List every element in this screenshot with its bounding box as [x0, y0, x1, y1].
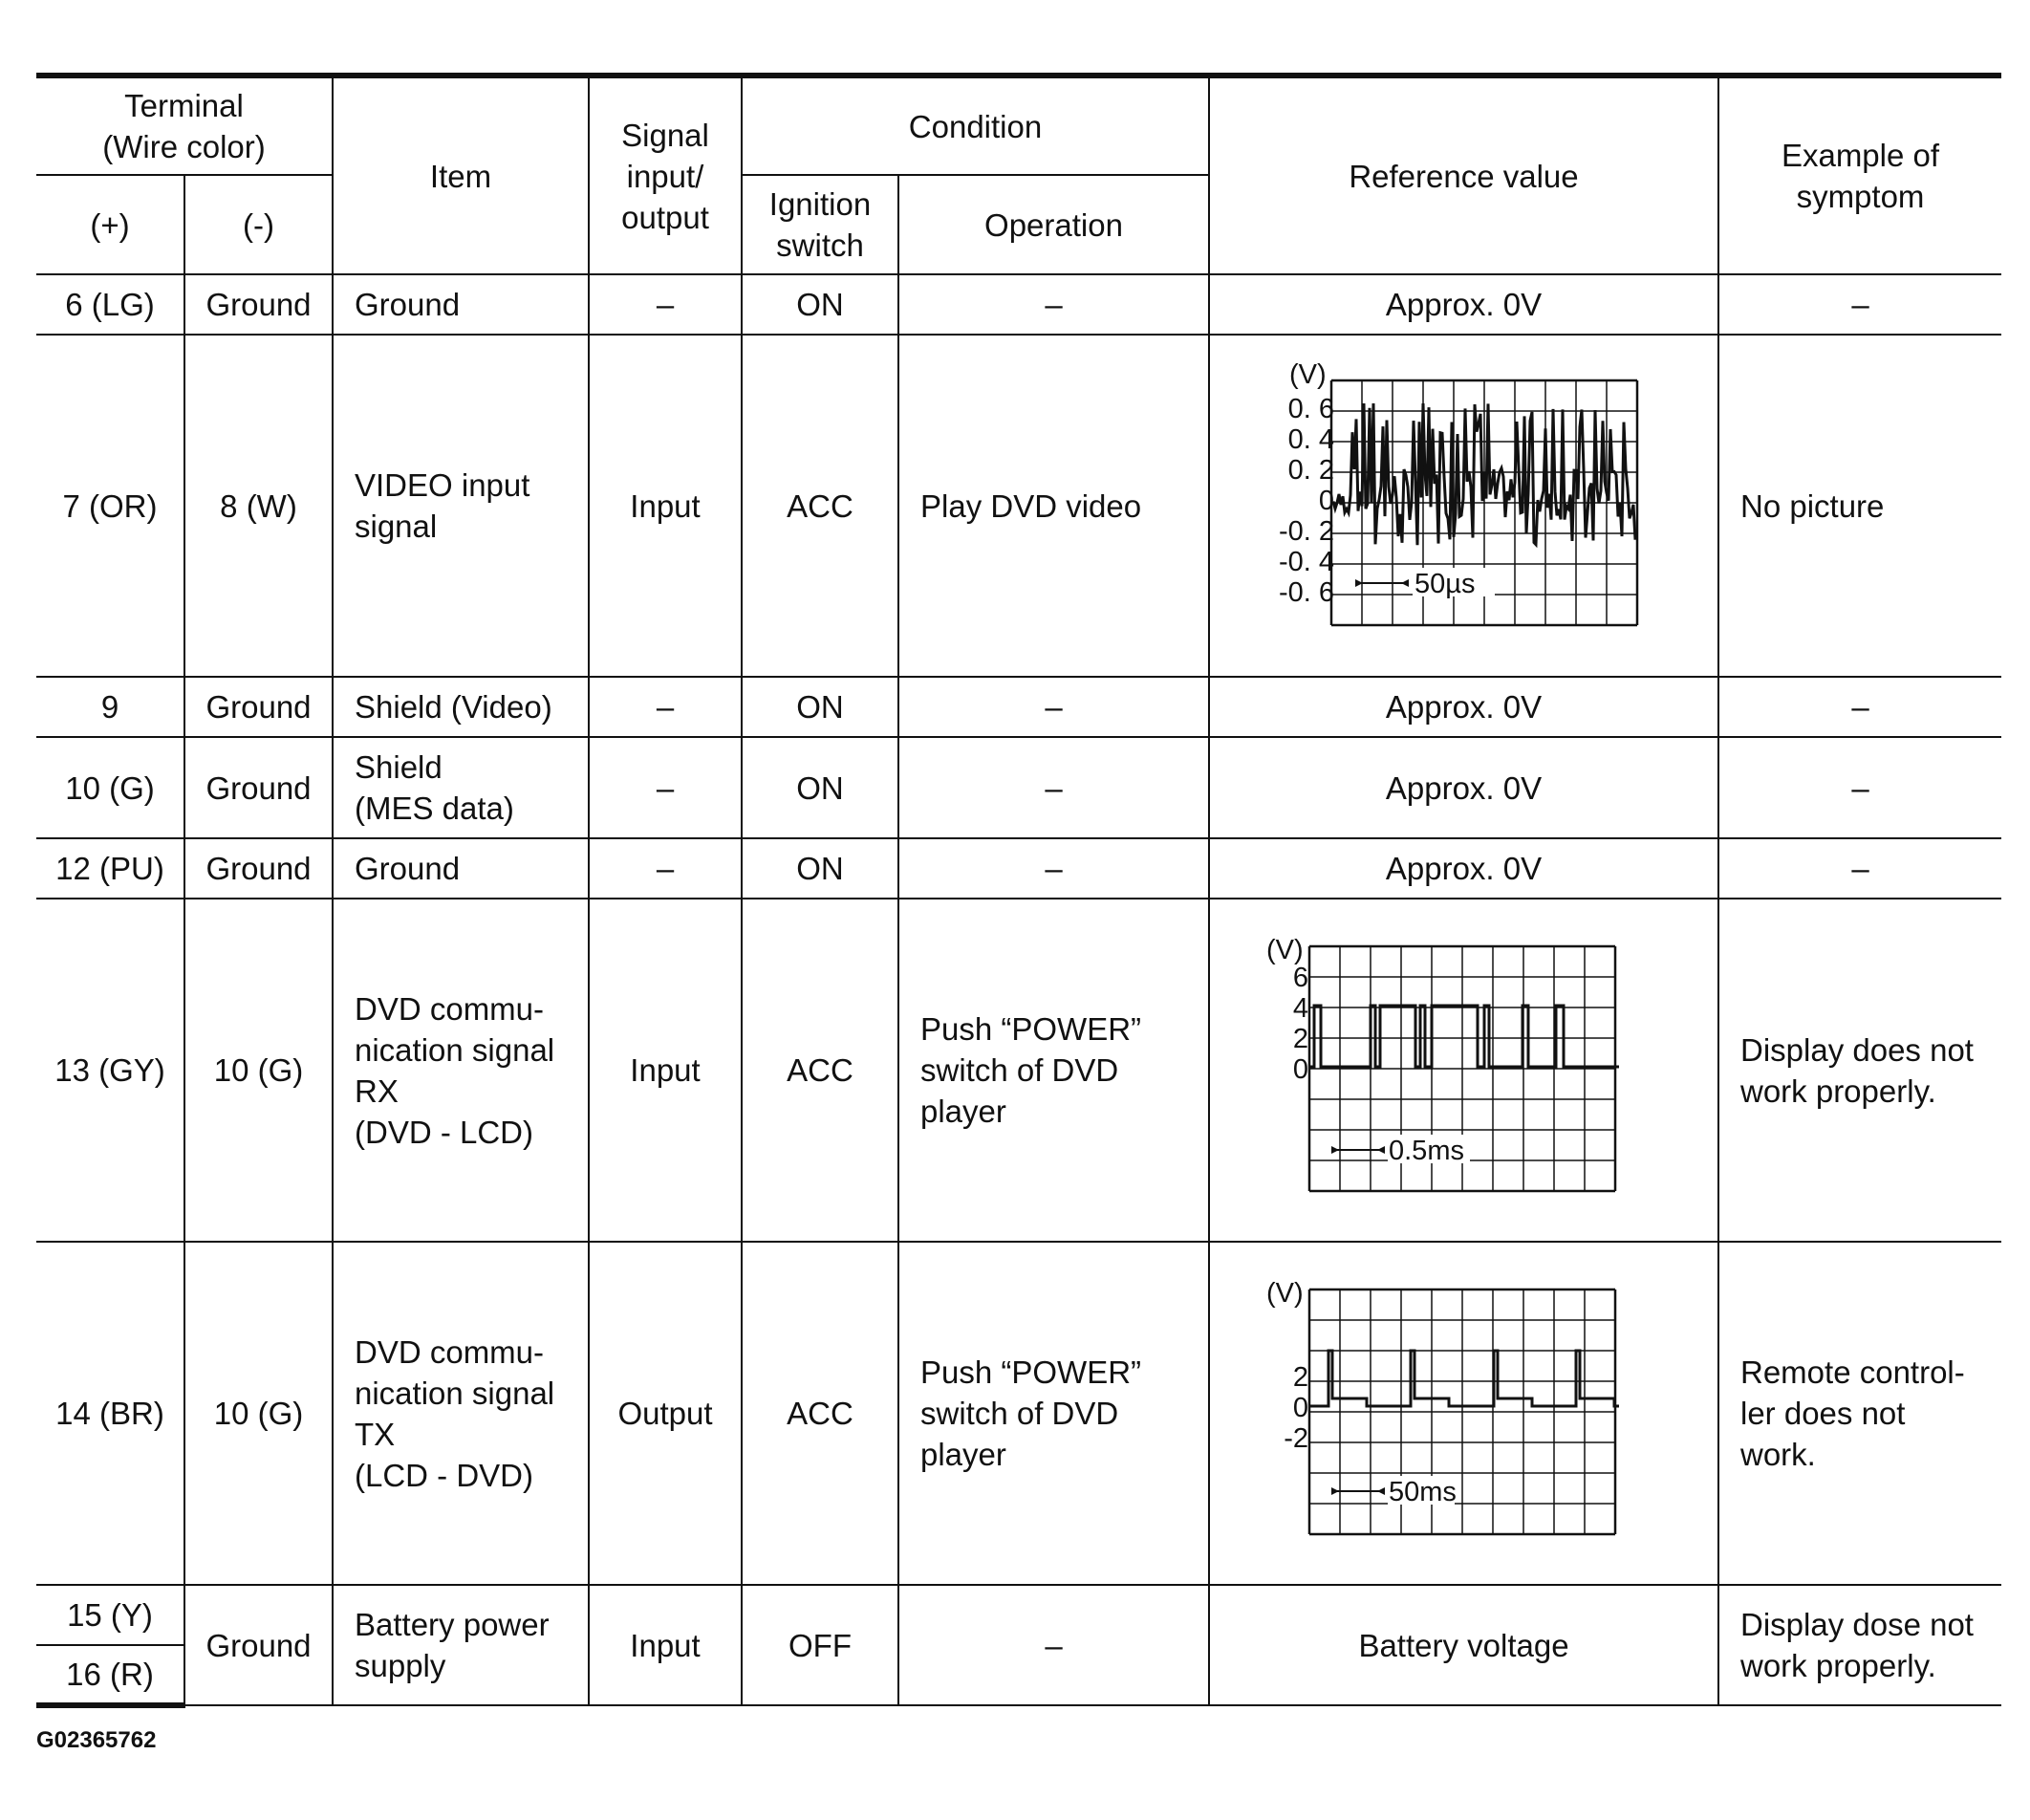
symptom: – [1718, 677, 2001, 737]
ignition-switch: ON [742, 274, 898, 335]
terminal-plus: 9 [36, 677, 184, 737]
y-tick-label: -0. 6 [1278, 577, 1334, 608]
header-terminal: Terminal (Wire color) [36, 76, 333, 175]
terminal-plus: 6 (LG) [36, 274, 184, 335]
item: DVD commu- nication signal RX (DVD - LCD) [333, 899, 589, 1242]
ignition-switch: ACC [742, 1242, 898, 1585]
signal-io: Input [589, 899, 742, 1242]
time-scale-marker [1331, 1135, 1470, 1166]
terminal-minus: 8 (W) [184, 335, 333, 677]
reference-waveform-video [1209, 335, 1718, 677]
table-row [36, 737, 2001, 838]
operation: Push “POWER” switch of DVD player [898, 899, 1209, 1242]
symptom: No picture [1718, 335, 2001, 677]
y-tick-label: 0. 4 [1287, 424, 1334, 455]
header-item: Item [333, 76, 589, 274]
figure-code: G02365762 [36, 1727, 157, 1753]
terminal-minus: 10 (G) [184, 899, 333, 1242]
y-tick-label: 0 [1318, 486, 1334, 516]
operation: Play DVD video [898, 335, 1209, 677]
symptom: Display does not work properly. [1718, 899, 2001, 1242]
operation: – [898, 737, 1209, 838]
signal-io: – [589, 274, 742, 335]
terminal-minus: Ground [184, 737, 333, 838]
signal-io: Input [589, 1585, 742, 1705]
ignition-switch: ON [742, 838, 898, 899]
terminal-plus: 13 (GY) [36, 899, 184, 1242]
terminal-minus: Ground [184, 1585, 333, 1705]
y-tick-label: 2 [1292, 1362, 1308, 1393]
waveform-trace [1309, 1006, 1619, 1067]
table-row [36, 1242, 2001, 1585]
terminal-minus: Ground [184, 274, 333, 335]
ignition-switch: ACC [742, 335, 898, 677]
operation: – [898, 838, 1209, 899]
signal-io: Input [589, 335, 742, 677]
header-operation: Operation [898, 175, 1209, 274]
header-symptom: Example of symptom [1718, 76, 2001, 274]
terminal-plus: 10 (G) [36, 737, 184, 838]
header-condition: Condition [742, 76, 1209, 175]
item: VIDEO input signal [333, 335, 589, 677]
rx-signal-waveform [1210, 899, 1719, 1241]
reference-waveform-tx [1209, 1242, 1718, 1585]
waveform-trace [1309, 1351, 1619, 1406]
table-row [36, 899, 2001, 1242]
y-tick-label: 0 [1292, 1054, 1308, 1085]
waveform-grid [1309, 1289, 1615, 1534]
time-scale-marker [1331, 1476, 1457, 1507]
operation: Push “POWER” switch of DVD player [898, 1242, 1209, 1585]
item: DVD commu- nication signal TX (LCD - DVD) [333, 1242, 589, 1585]
waveform-unit-label: (V) [1266, 935, 1304, 965]
table-row [36, 335, 2001, 677]
item: Ground [333, 274, 589, 335]
y-tick-label: 2 [1292, 1024, 1308, 1054]
table-row [36, 838, 2001, 899]
header-ignition: Ignition switch [742, 175, 898, 274]
operation: – [898, 1585, 1209, 1705]
terminal-plus: 14 (BR) [36, 1242, 184, 1585]
terminal-plus: 15 (Y) [36, 1585, 184, 1645]
y-tick-label: -0. 4 [1278, 547, 1334, 577]
header-plus: (+) [36, 175, 184, 274]
operation: – [898, 677, 1209, 737]
tx-signal-waveform [1210, 1243, 1719, 1584]
ignition-switch: ON [742, 737, 898, 838]
y-tick-label: 0 [1292, 1393, 1308, 1423]
document [36, 73, 2001, 1708]
y-tick-label: 0. 6 [1287, 394, 1334, 424]
symptom: – [1718, 838, 2001, 899]
signal-io: – [589, 838, 742, 899]
y-tick-label: 0. 2 [1287, 455, 1334, 486]
y-tick-label: -0. 2 [1278, 516, 1334, 547]
terminal-plus: 12 (PU) [36, 838, 184, 899]
y-tick-label: 4 [1292, 993, 1308, 1024]
terminal-minus: 10 (G) [184, 1242, 333, 1585]
reference-waveform-rx [1209, 899, 1718, 1242]
terminal-plus: 7 (OR) [36, 335, 184, 677]
table-row [36, 677, 2001, 737]
table-row [36, 1585, 2001, 1645]
item: Battery power supply [333, 1585, 589, 1705]
y-tick-label: 6 [1292, 963, 1308, 993]
item: Shield (Video) [333, 677, 589, 737]
operation: – [898, 274, 1209, 335]
signal-io: Output [589, 1242, 742, 1585]
ignition-switch: OFF [742, 1585, 898, 1705]
terminal-minus: Ground [184, 838, 333, 899]
video-signal-waveform [1210, 336, 1719, 676]
reference-value: Approx. 0V [1209, 838, 1718, 899]
header-minus: (-) [184, 175, 333, 274]
item: Ground [333, 838, 589, 899]
item: Shield (MES data) [333, 737, 589, 838]
time-division-label: 50ms [1389, 1477, 1457, 1507]
reference-value: Battery voltage [1209, 1585, 1718, 1705]
signal-io: – [589, 677, 742, 737]
reference-value: Approx. 0V [1209, 274, 1718, 335]
table-row [36, 274, 2001, 335]
terminal-minus: Ground [184, 677, 333, 737]
reference-value: Approx. 0V [1209, 677, 1718, 737]
header-reference: Reference value [1209, 76, 1718, 274]
signal-io: – [589, 737, 742, 838]
symptom: – [1718, 274, 2001, 335]
waveform-unit-label: (V) [1289, 359, 1327, 390]
symptom: Display dose not work properly. [1718, 1585, 2001, 1705]
reference-value: Approx. 0V [1209, 737, 1718, 838]
terminal-plus: 16 (R) [36, 1645, 184, 1705]
waveform-unit-label: (V) [1266, 1278, 1304, 1309]
ignition-switch: ACC [742, 899, 898, 1242]
symptom: Remote control- ler does not work. [1718, 1242, 2001, 1585]
time-division-label: 50µs [1415, 569, 1476, 599]
symptom: – [1718, 737, 2001, 838]
ignition-switch: ON [742, 677, 898, 737]
time-division-label: 0.5ms [1389, 1136, 1464, 1166]
y-tick-label: -2 [1284, 1423, 1308, 1454]
header-signal: Signal input/ output [589, 76, 742, 274]
terminal-reference-table [36, 73, 2001, 1708]
